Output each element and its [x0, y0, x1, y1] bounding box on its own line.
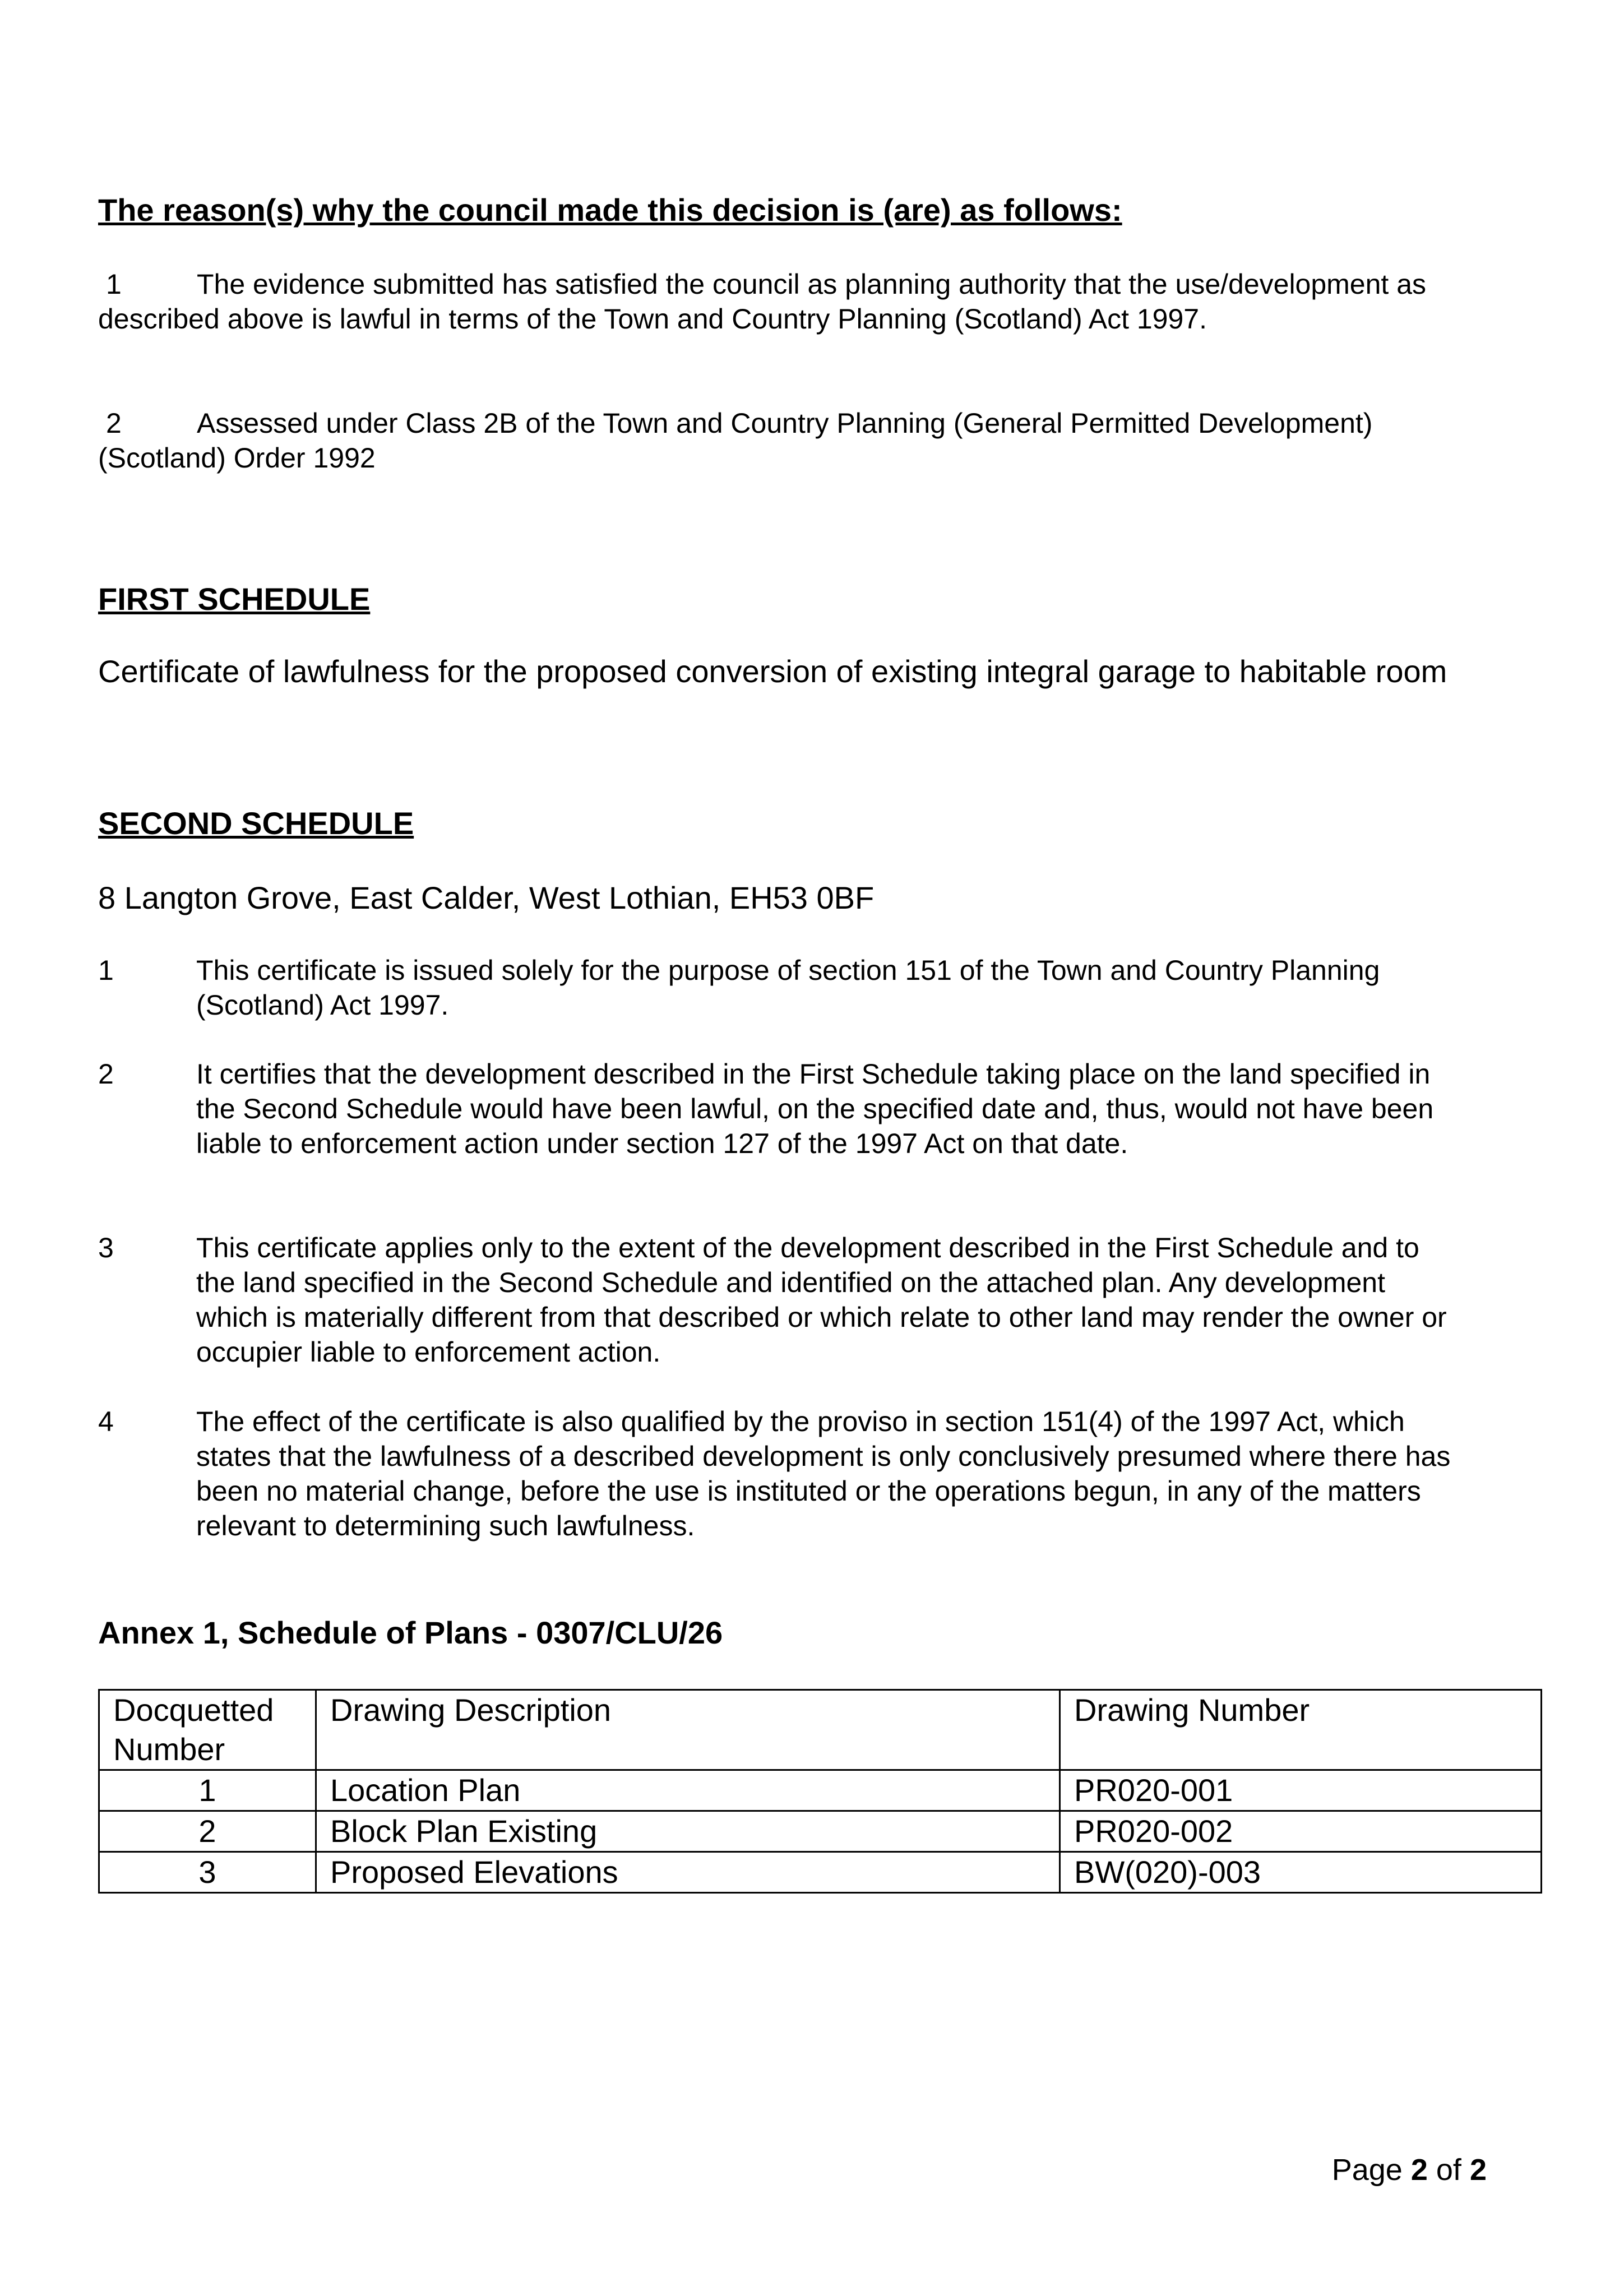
reason-item-1: [98, 267, 1488, 336]
drawing-number-cell: PR020-001: [1060, 1770, 1542, 1811]
condition-text: This certificate is issued solely for the purpose of section 151 of the Town and Country Planning (Scotland) Act 1997.: [196, 955, 1380, 1021]
page-total: 2: [1469, 2153, 1487, 2187]
table-row: [99, 1811, 1542, 1852]
docquetted-number-cell: 2: [99, 1811, 316, 1852]
drawing-number-cell: BW(020)-003: [1060, 1852, 1542, 1893]
drawing-description-cell: Location Plan: [316, 1770, 1060, 1811]
condition-text: The effect of the certificate is also qualified by the proviso in section 151(4) of the 1997 Act, which states that the lawfulness of a described development is only conclusively presumed where there has been no material change, before the use is instituted or the operations begun, in any of the matters relevant to determining such lawfulness.: [196, 1406, 1451, 1542]
docquetted-number-cell: 3: [99, 1852, 316, 1893]
column-header-drawing-number: Drawing Number: [1060, 1690, 1542, 1770]
condition-number: 2: [98, 1058, 114, 1090]
table-row: [99, 1770, 1542, 1811]
second-schedule-heading: SECOND SCHEDULE: [98, 806, 414, 841]
reason-text: The evidence submitted has satisfied the council as planning authority that the use/development as described above is lawful in terms of the Town and Country Planning (Scotland) Act 1997.: [98, 269, 1427, 335]
reason-text: Assessed under Class 2B of the Town and Country Planning (General Permitted Development)(Scotland) Order 1992: [98, 408, 1373, 474]
first-schedule-text: Certificate of lawfulness for the proposed conversion of existing integral garage to habitable room: [98, 654, 1447, 689]
docquetted-number-cell: 1: [99, 1770, 316, 1811]
drawing-description-cell: Block Plan Existing: [316, 1811, 1060, 1852]
page-label: Page: [1331, 2153, 1403, 2187]
reason-number: 1: [106, 269, 122, 300]
condition-number: 1: [98, 955, 114, 986]
reason-number: 2: [106, 408, 122, 439]
condition-item-4: [98, 1404, 1488, 1543]
first-schedule-heading: FIRST SCHEDULE: [98, 581, 371, 617]
drawing-number-cell: PR020-002: [1060, 1811, 1542, 1852]
table-row: [99, 1852, 1542, 1893]
reasons-heading: The reason(s) why the council made this decision is (are) as follows:: [98, 192, 1122, 228]
reason-item-2: [98, 406, 1488, 475]
condition-item-2: [98, 1057, 1488, 1161]
condition-text: This certificate applies only to the extent of the development described in the First Schedule and to the land specified in the Second Schedule and identified on the attached plan. Any development which is materially different from that described or which relate to other land may render the owner or occupier liable to enforcement action.: [196, 1232, 1447, 1368]
column-header-drawing-description: Drawing Description: [316, 1690, 1060, 1770]
page-current: 2: [1410, 2153, 1428, 2187]
page-number: [1332, 2152, 1487, 2187]
schedule-of-plans-table: [98, 1689, 1542, 1894]
column-header-docquetted-number: Docquetted Number: [99, 1690, 316, 1770]
condition-text: It certifies that the development described in the First Schedule taking place on the land specified in the Second Schedule would have been lawful, on the specified date and, thus, would not have been liable to enforcement action under section 127 of the 1997 Act on that date.: [196, 1058, 1434, 1159]
table-header-row: [99, 1690, 1542, 1770]
site-address: 8 Langton Grove, East Calder, West Lothian, EH53 0BF: [98, 880, 875, 915]
annex-title: Annex 1, Schedule of Plans - 0307/CLU/26: [98, 1615, 723, 1650]
drawing-description-cell: Proposed Elevations: [316, 1852, 1060, 1893]
condition-number: 4: [98, 1406, 114, 1437]
of-label: of: [1436, 2153, 1461, 2187]
condition-item-3: [98, 1230, 1488, 1369]
condition-number: 3: [98, 1232, 114, 1263]
condition-item-1: [98, 953, 1488, 1022]
